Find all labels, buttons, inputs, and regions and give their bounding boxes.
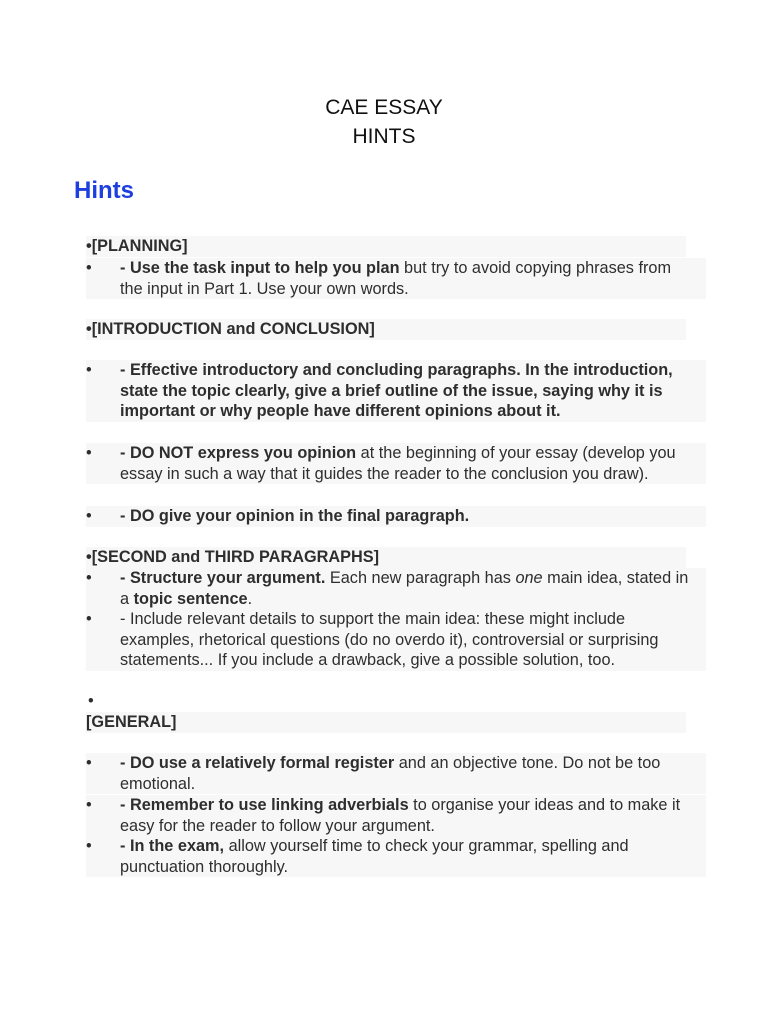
bullet-icon: •: [88, 692, 94, 710]
item-text: main idea, stated in a: [120, 569, 689, 608]
item-text: but try to avoid copying phrases from the input in Part 1. Use your own words.: [120, 259, 672, 298]
item-bold-text: - In the exam,: [120, 837, 225, 855]
item-italic-text: one: [515, 569, 543, 587]
bullet-icon: •: [86, 569, 92, 587]
item-text: Each new paragraph has: [325, 569, 516, 587]
bullet-icon: •: [86, 837, 92, 855]
item-bold-text: - DO give your opinion in the final paragraph.: [120, 507, 470, 525]
list-item: [86, 568, 706, 609]
list-item: [86, 443, 706, 484]
item-text: allow yourself time to check your grammar, spelling and punctuation thoroughly.: [120, 837, 629, 876]
bullet-icon: •: [86, 444, 92, 462]
bullet-icon: •: [86, 361, 92, 379]
list-item: [86, 609, 706, 671]
doc-title-line1: CAE ESSAY: [325, 96, 443, 119]
item-bold-text: - Use the task input to help you plan: [120, 259, 400, 277]
item-text: - Include relevant details to support the main idea: these might include examples, rhetorical questions (do no overdo it), controversial or surprising statements... If you include a drawback, give a possible solution, too.: [120, 610, 659, 670]
item-bold-text: - Effective introductory and concluding paragraphs. In the introduction, state the topic clearly, give a brief outline of the issue, saying why it is important or why people have different opinions about it.: [120, 361, 673, 421]
item-bold-text: - DO NOT express you opinion: [120, 444, 357, 462]
list-item: [86, 836, 706, 877]
bullet-icon: •: [86, 259, 92, 277]
item-text: .: [247, 589, 253, 608]
item-text: to organise your ideas and to make it easy for the reader to follow your argument.: [120, 796, 681, 835]
item-bold-text: topic sentence: [133, 589, 248, 608]
list-item: [86, 258, 706, 299]
doc-title-line2: HINTS: [352, 125, 416, 148]
item-text: and an objective tone. Do not be too emotional.: [120, 754, 661, 793]
item-text: at the beginning of your essay (develop you essay in such a way that it guides the reader to the conclusion you draw).: [120, 444, 676, 483]
list-item: [86, 753, 706, 794]
section-header-second-third: •[SECOND and THIRD PARAGRAPHS]: [86, 547, 686, 568]
bullet-icon: •: [86, 796, 92, 814]
section-header-introduction: •[INTRODUCTION and CONCLUSION]: [86, 319, 686, 340]
list-item: [86, 795, 706, 836]
bullet-icon: •: [86, 610, 92, 628]
bullet-icon: •: [86, 754, 92, 772]
bullet-icon: •: [86, 507, 92, 525]
list-item: [86, 506, 706, 527]
section-header-general: [GENERAL]: [86, 712, 686, 733]
list-item: [86, 360, 706, 422]
hints-heading: Hints: [74, 177, 134, 204]
section-header-planning: •[PLANNING]: [86, 236, 686, 257]
item-bold-text: - Remember to use linking adverbials: [120, 796, 409, 814]
item-bold-text: - DO use a relatively formal register: [120, 754, 395, 772]
item-bold-text: - Structure your argument.: [120, 569, 326, 587]
